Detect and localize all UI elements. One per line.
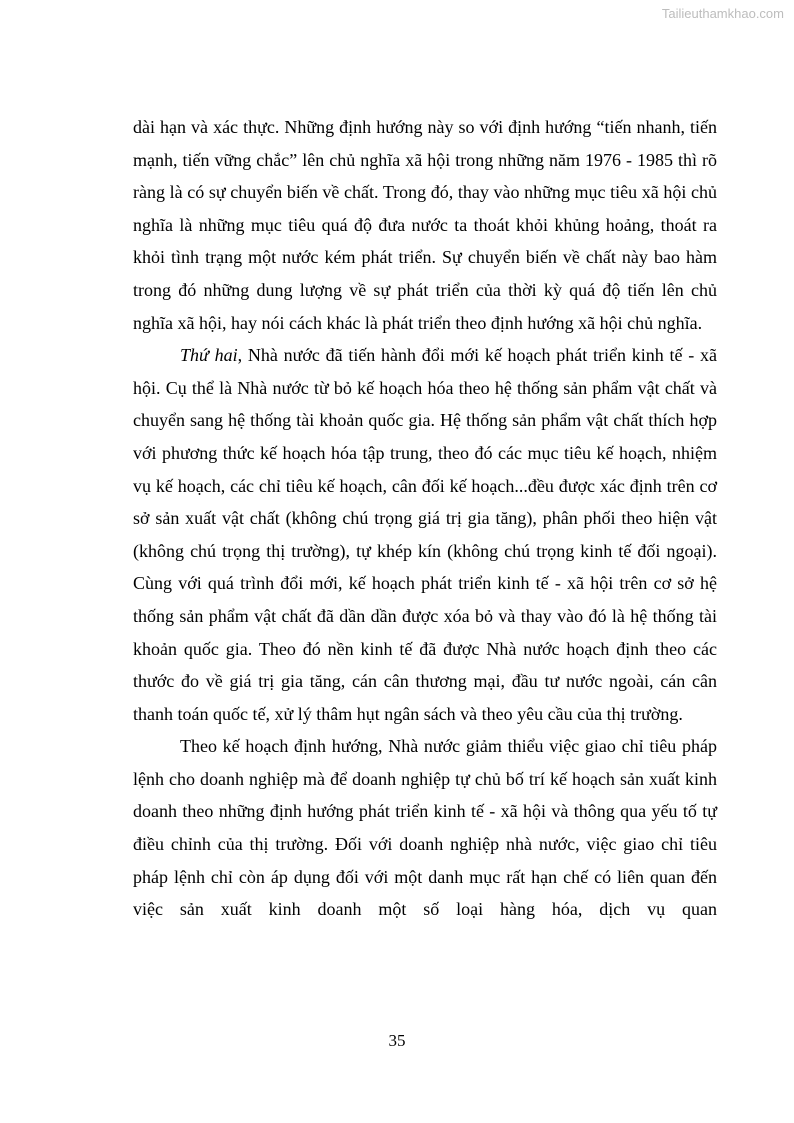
paragraph-lead-italic: Thứ hai [180,345,238,366]
paragraph-ke-hoach-dinh-huong: Theo kế hoạch định hướng, Nhà nước giảm thiểu việc giao chỉ tiêu pháp lệnh cho doanh nghiệp mà để doanh nghiệp tự chủ bố trí kế hoạch sản xuất kinh doanh theo những định hướng phát triển kinh tế - xã hội và thông qua yếu tố tự điều chỉnh của thị trường. Đối với doanh nghiệp nhà nước, việc giao chỉ tiêu pháp lệnh chỉ còn áp dụng đối với một danh mục rất hạn chế có liên quan đến việc sản xuất kinh doanh một số loại hàng hóa, dịch vụ quan [133,736,717,920]
page-number: 35 [388,1031,406,1050]
document-body [133,111,717,926]
paragraph-thu-hai [133,339,717,730]
paragraph-thu-hai-text: , Nhà nước đã tiến hành đổi mới kế hoạch phát triển kinh tế - xã hội. Cụ thể là Nhà nước từ bỏ kế hoạch hóa theo hệ thống sản phẩm vật chất và chuyển sang hệ thống tài khoản quốc gia. Hệ thống sản phẩm vật chất thích hợp với phương thức kế hoạch hóa tập trung, theo đó các mục tiêu kế hoạch, nhiệm vụ kế hoạch, các chỉ tiêu kế hoạch, cân đối kế hoạch...đều được xác định trên cơ sở sản xuất vật chất (không chú trọng giá trị gia tăng), phân phối theo hiện vật (không chú trọng thị trường), tự khép kín (không chú trọng kinh tế đối ngoại). Cùng với quá trình đổi mới, kế hoạch phát triển kinh tế - xã hội trên cơ sở hệ thống sản phẩm vật chất đã dần dần được xóa bỏ và thay vào đó là hệ thống tài khoản quốc gia. Theo đó nền kinh tế đã được Nhà nước hoạch định theo các thước đo về giá trị gia tăng, cán cân thương mại, đầu tư nước ngoài, cán cân thanh toán quốc tế, xử lý thâm hụt ngân sách và theo yêu cầu của thị trường. [133,345,717,724]
paragraph-continuation: dài hạn và xác thực. Những định hướng này so với định hướng “tiến nhanh, tiến mạnh, tiến vững chắc” lên chủ nghĩa xã hội trong những năm 1976 - 1985 thì rõ ràng là có sự chuyển biến về chất. Trong đó, thay vào những mục tiêu xã hội chủ nghĩa là những mục tiêu quá độ đưa nước ta thoát khỏi khủng hoảng, thoát ra khỏi tình trạng một nước kém phát triển. Sự chuyển biến về chất này bao hàm trong đó những dung lượng về sự phát triển của thời kỳ quá độ tiến lên chủ nghĩa xã hội, hay nói cách khác là phát triển theo định hướng xã hội chủ nghĩa. [133,117,717,333]
watermark: Tailieuthamkhao.com [661,6,784,21]
